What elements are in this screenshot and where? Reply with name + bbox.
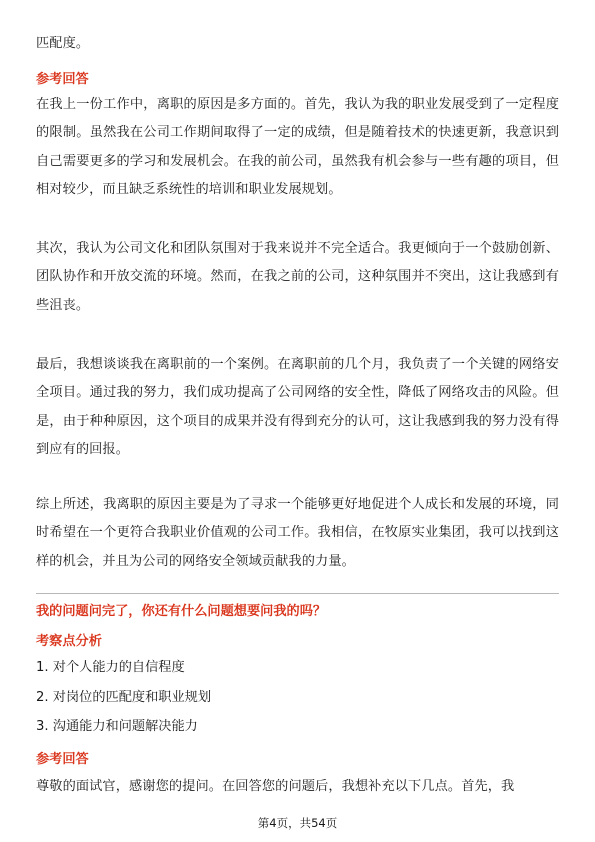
answer-heading: 参考回答 <box>36 72 89 87</box>
section-divider <box>36 593 559 594</box>
answer-paragraph-3: 最后，我想谈谈我在离职前的一个案例。在离职前的几个月，我负责了一个关键的网络安全项目。通过我的努力，我们成功提高了公司网络的安全性，降低了网络攻击的风险。但是，由于种种原因，这个项目的成果并没有得到充分的认可，这让我感到我的努力没有得到应有的回报。 <box>36 357 559 458</box>
answer-paragraph-2: 其次，我认为公司文化和团队氛围对于我来说并不完全适合。我更倾向于一个鼓励创新、团队协作和开放交流的环境。然而，在我之前的公司，这种氛围并不突出，这让我感到有些沮丧。 <box>36 241 559 313</box>
analysis-point-2: 2. 对岗位的匹配度和职业规划 <box>36 690 212 705</box>
answer-paragraph-1: 在我上一份工作中，离职的原因是多方面的。首先，我认为我的职业发展受到了一定程度的限制。虽然我在公司工作期间取得了一定的成绩，但是随着技术的快速更新，我意识到自己需要更多的学习和发展机会。在我的前公司，虽然我有机会参与一些有趣的项目，但相对较少，而且缺乏系统性的培训和职业发展规划。 <box>36 97 559 198</box>
intro-fragment: 匹配度。 <box>36 36 90 51</box>
answer2-start: 尊敬的面试官，感谢您的提问。在回答您的问题后，我想补充以下几点。首先，我 <box>36 779 515 794</box>
analysis-heading: 考察点分析 <box>36 634 102 649</box>
answer2-heading: 参考回答 <box>36 752 89 767</box>
question-title: 我的问题问完了，你还有什么问题想要问我的吗？ <box>36 604 327 619</box>
analysis-point-1: 1. 对个人能力的自信程度 <box>36 660 185 675</box>
document-page <box>36 0 559 842</box>
analysis-point-3: 3. 沟通能力和问题解决能力 <box>36 719 198 734</box>
answer-paragraph-4: 综上所述，我离职的原因主要是为了寻求一个能够更好地促进个人成长和发展的环境，同时希望在一个更符合我职业价值观的公司工作。我相信，在牧原实业集团，我可以找到这样的机会，并且为公司的网络安全领域贡献我的力量。 <box>36 497 559 569</box>
page-number: 第4页，共54页 <box>257 816 338 830</box>
